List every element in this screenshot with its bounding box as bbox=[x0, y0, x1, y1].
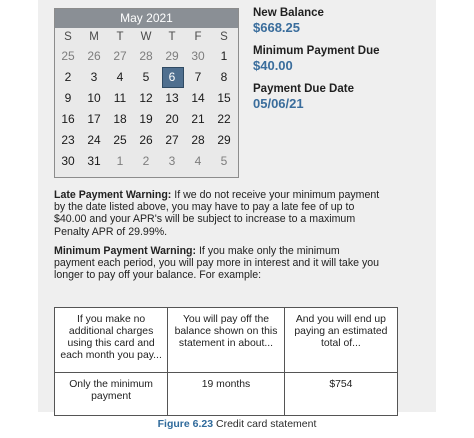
table-cell bbox=[55, 373, 168, 416]
table-text-line: additional charges bbox=[68, 326, 154, 337]
calendar-day[interactable]: 27 bbox=[113, 49, 127, 63]
table-text-line: each month you pay... bbox=[60, 350, 162, 361]
calendar-day[interactable]: 5 bbox=[220, 154, 228, 168]
late-warning-line: by the date listed above, you may have to pay a late fee of up to bbox=[54, 201, 355, 214]
calendar-weekday: S bbox=[64, 31, 72, 43]
calendar-day[interactable]: 30 bbox=[61, 154, 75, 168]
minimum-payment-warning bbox=[54, 245, 400, 282]
table-text-line: statement in about... bbox=[178, 338, 274, 349]
calendar-day[interactable]: 16 bbox=[61, 112, 75, 126]
table-text-line: using this card and bbox=[67, 338, 155, 349]
due-date-block bbox=[253, 83, 354, 111]
calendar-day[interactable]: 30 bbox=[191, 49, 205, 63]
calendar-day[interactable]: 4 bbox=[194, 154, 202, 168]
late-warning-line: Penalty APR of 29.99%. bbox=[54, 225, 168, 238]
calendar-day[interactable]: 21 bbox=[191, 112, 205, 126]
minimum-payment-block bbox=[253, 45, 380, 73]
new-balance-value: $668.25 bbox=[253, 20, 300, 35]
calendar-day[interactable]: 26 bbox=[87, 49, 101, 63]
table-text-line: $754 bbox=[329, 379, 353, 390]
calendar-day[interactable]: 22 bbox=[217, 112, 231, 126]
table-text-line: You will pay off the bbox=[182, 314, 270, 325]
calendar-day[interactable]: 19 bbox=[139, 112, 153, 126]
table-header-cell bbox=[284, 308, 397, 373]
late-warning-heading: Late Payment Warning: bbox=[54, 189, 172, 201]
table-header-cell bbox=[168, 308, 285, 373]
late-warning-line: $40.00 and your APR's will be subject to increase to a maximum bbox=[54, 213, 356, 226]
calendar-day[interactable]: 14 bbox=[191, 91, 205, 105]
calendar-day[interactable]: 31 bbox=[87, 154, 101, 168]
calendar-day[interactable]: 9 bbox=[64, 91, 72, 105]
calendar-day[interactable]: 3 bbox=[90, 70, 98, 84]
calendar-day[interactable]: 7 bbox=[194, 70, 202, 84]
late-payment-warning bbox=[54, 189, 400, 238]
due-date-value: 05/06/21 bbox=[253, 96, 304, 111]
calendar-day[interactable]: 23 bbox=[61, 133, 75, 147]
min-warning-line: longer to pay off your balance. For example: bbox=[54, 269, 262, 282]
calendar-day[interactable]: 25 bbox=[61, 49, 75, 63]
calendar-day[interactable]: 18 bbox=[113, 112, 127, 126]
table-cell bbox=[284, 373, 397, 416]
calendar-day[interactable]: 3 bbox=[168, 154, 176, 168]
calendar-day[interactable]: 28 bbox=[139, 49, 153, 63]
table-text-line: balance shown on this bbox=[174, 326, 278, 337]
calendar-day[interactable]: 2 bbox=[64, 70, 72, 84]
calendar-day[interactable]: 8 bbox=[220, 70, 228, 84]
calendar-day[interactable]: 2 bbox=[142, 154, 150, 168]
calendar-weekday: T bbox=[168, 31, 176, 43]
table-text-line: payment bbox=[91, 391, 132, 402]
table-row bbox=[55, 373, 398, 416]
calendar-month-label: May 2021 bbox=[55, 9, 238, 28]
calendar-day[interactable]: 15 bbox=[217, 91, 231, 105]
table-text-line: total of... bbox=[320, 338, 361, 349]
calendar-day[interactable]: 20 bbox=[165, 112, 179, 126]
table-text-line: 19 months bbox=[201, 379, 251, 390]
calendar-day[interactable]: 12 bbox=[139, 91, 153, 105]
table-header-cell bbox=[55, 308, 168, 373]
due-date-label: Payment Due Date bbox=[253, 83, 354, 95]
table-text-line: If you make no bbox=[77, 314, 146, 325]
calendar-day[interactable]: 4 bbox=[116, 70, 124, 84]
calendar-day[interactable]: 1 bbox=[116, 154, 124, 168]
calendar-weekday: M bbox=[89, 31, 99, 43]
calendar-day[interactable]: 24 bbox=[87, 133, 101, 147]
calendar-day[interactable]: 29 bbox=[217, 133, 231, 147]
minimum-payment-value: $40.00 bbox=[253, 58, 293, 73]
calendar-day[interactable]: 13 bbox=[165, 91, 179, 105]
calendar-day[interactable]: 10 bbox=[87, 91, 101, 105]
table-text-line: And you will end up bbox=[295, 314, 386, 325]
calendar-weekday: W bbox=[140, 31, 152, 43]
calendar-day[interactable]: 26 bbox=[139, 133, 153, 147]
calendar bbox=[54, 8, 239, 178]
calendar-day[interactable]: 1 bbox=[220, 49, 228, 63]
minimum-payment-label: Minimum Payment Due bbox=[253, 45, 380, 57]
calendar-day[interactable]: 17 bbox=[87, 112, 101, 126]
new-balance-block bbox=[253, 7, 324, 35]
figure-label: Figure 6.23 bbox=[157, 418, 214, 430]
table-text-line: Only the minimum bbox=[69, 379, 153, 390]
calendar-weekday: S bbox=[220, 31, 228, 43]
calendar-weekday: F bbox=[194, 31, 202, 43]
min-warning-line: payment each period, you will pay more in interest and it will take you bbox=[54, 257, 380, 270]
calendar-day[interactable]: 27 bbox=[165, 133, 179, 147]
minimum-payment-table bbox=[54, 307, 398, 416]
table-cell bbox=[168, 373, 285, 416]
calendar-day-selected[interactable]: 6 bbox=[168, 70, 176, 84]
calendar-day[interactable]: 25 bbox=[113, 133, 127, 147]
min-warning-line: If you make only the minimum bbox=[196, 245, 340, 257]
calendar-day[interactable]: 28 bbox=[191, 133, 205, 147]
calendar-day[interactable]: 5 bbox=[142, 70, 150, 84]
late-warning-line: If we do not receive your minimum payment bbox=[171, 189, 380, 201]
figure-caption-text: Credit card statement bbox=[213, 418, 317, 430]
min-warning-heading: Minimum Payment Warning: bbox=[54, 245, 197, 257]
table-header-row bbox=[55, 308, 398, 373]
calendar-day[interactable]: 29 bbox=[165, 49, 179, 63]
calendar-weekday: T bbox=[116, 31, 124, 43]
calendar-weekday-row bbox=[55, 28, 238, 46]
calendar-day[interactable]: 11 bbox=[113, 91, 127, 105]
new-balance-label: New Balance bbox=[253, 7, 324, 19]
figure-caption bbox=[0, 418, 474, 430]
table-text-line: paying an estimated bbox=[294, 326, 388, 337]
